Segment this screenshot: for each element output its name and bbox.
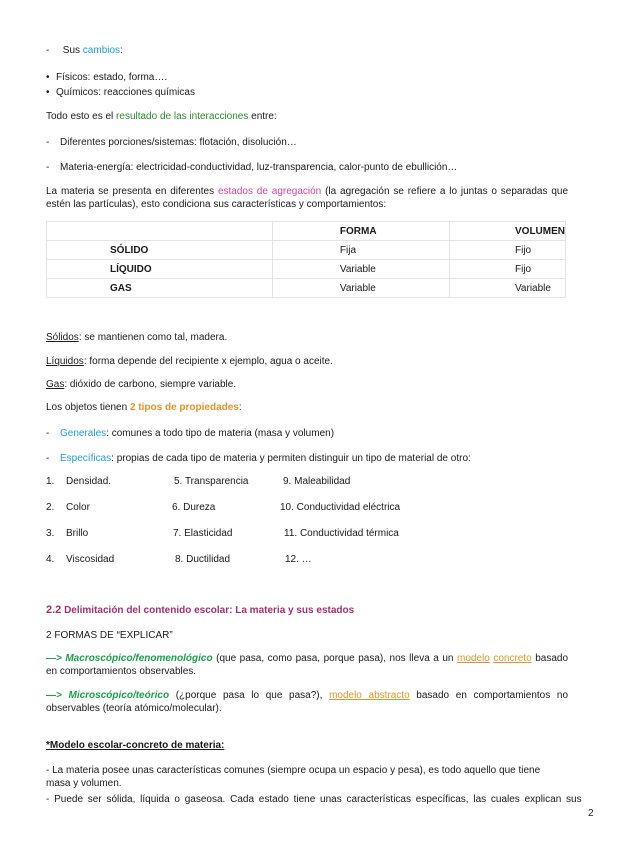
propiedades-highlight: 2 tipos de propiedades [129, 402, 239, 413]
table-row: SÓLIDO Fija Fijo [47, 241, 566, 260]
section-number: 2.2 [46, 604, 62, 616]
table-row: LÍQUIDO Variable Fijo [47, 260, 566, 279]
estados-highlight: estados de agregación [217, 186, 322, 197]
modelo-abstracto-link[interactable]: modelo abstracto [329, 690, 410, 701]
micro-paragraph: —> Microscópico/teórico (¿porque pasa lo que pasa?), modelo abstracto basado en comportamientos no observables (teoría atómico/molecular). [46, 690, 569, 714]
bullet-marker: • [46, 87, 50, 98]
liquidos-line: Líquidos: forma depende del recipiente x ejemplo, agua o aceite. [46, 356, 333, 367]
interacciones-highlight: resultado de las interacciones [116, 111, 249, 122]
cambios-prefix: Sus [62, 45, 83, 56]
table-row: GAS Variable Variable [47, 279, 566, 298]
page-number: 2 [588, 808, 594, 819]
propiedades-line: Los objetos tienen 2 tipos de propiedades: [46, 402, 242, 413]
macro-paragraph: —> Macroscópico/fenomenológico (que pasa, como pasa, porque pasa), nos lleva a un modelo concreto basado en comportamientos observables. [46, 653, 569, 677]
section-heading [46, 604, 354, 617]
dash-marker: - [46, 45, 50, 56]
gas-line: Gas: dióxido de carbono, siempre variable. [46, 379, 237, 390]
estados-paragraph: La materia se presenta en diferentes estados de agregación (la agregación se refiere a lo juntas o separadas que estén las partículas), esto condiciona sus características y comportamientos: [46, 186, 569, 210]
modelo-item: - La materia posee unas características comunes (siempre ocupa un espacio y pesa), es todo aquello que tiene masa y volumen. [46, 765, 541, 789]
dash-item: - Diferentes porciones/sistemas: flotación, disolución… [46, 137, 297, 148]
modelo-heading: *Modelo escolar-concreto de materia: [46, 740, 225, 751]
modelo-item: - Puede ser sólida, líquida o gaseosa. Cada estado tiene unas características específicas, las cuales explican sus [46, 794, 582, 805]
section-title: Delimitación del contenido escolar: La materia y sus estados [64, 605, 355, 616]
bullet-item: • Químicos: reacciones químicas [46, 87, 195, 98]
formas-line: 2 FORMAS DE “EXPLICAR” [46, 630, 173, 641]
interacciones-line: Todo esto es el resultado de las interacciones entre: [46, 111, 277, 122]
cambios-line [46, 44, 123, 57]
concreto-link[interactable]: concreto [493, 653, 532, 664]
bullet-item: • Físicos: estado, forma…. [46, 72, 168, 83]
modelo-link[interactable]: modelo [456, 653, 490, 664]
cambios-highlight: cambios [82, 45, 121, 56]
solidos-line: Sólidos: se mantienen como tal, madera. [46, 332, 228, 343]
especificas-line: - Específicas: propias de cada tipo de materia y permiten distinguir un tipo de material de otro: [46, 453, 471, 464]
dash-item: - Materia-energía: electricidad-conductividad, luz-transparencia, calor-punto de ebullición… [46, 162, 458, 173]
states-table [46, 221, 566, 298]
bullet-marker: • [46, 72, 50, 83]
generales-line: - Generales: comunes a todo tipo de materia (masa y volumen) [46, 428, 335, 439]
table-header-row: FORMA VOLUMEN [47, 222, 566, 241]
cambios-suffix: : [120, 45, 123, 56]
